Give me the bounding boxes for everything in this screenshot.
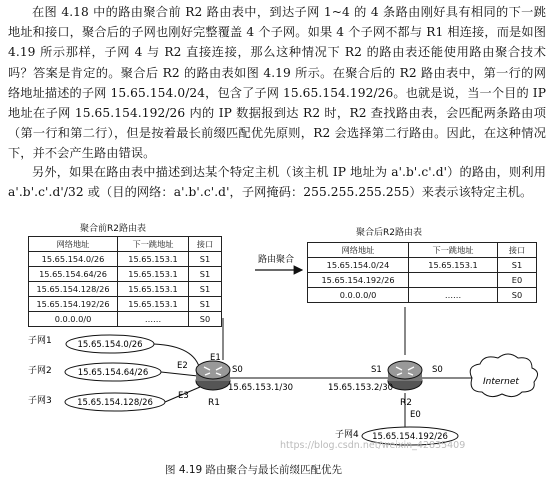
cell: S1 [189, 297, 222, 312]
router-r1-label: R1 [208, 398, 220, 408]
subnet-address: 15.65.154.64/26 [77, 368, 149, 378]
router-r2-icon [388, 361, 422, 390]
cell: …… [409, 288, 498, 303]
cell: S0 [189, 312, 222, 327]
cell: …… [118, 312, 189, 327]
figure-caption: 图 4.19 路由聚合与最长前缀匹配优先 [165, 464, 343, 476]
cell: 15.65.154.64/26 [29, 267, 118, 282]
cell: 15.65.154.0/24 [308, 258, 409, 273]
cell: 0.0.0.0/0 [308, 288, 409, 303]
col-header: 网络地址 [29, 237, 118, 252]
cell: 15.65.153.1 [409, 258, 498, 273]
cell: E0 [498, 273, 537, 288]
cell: S0 [498, 288, 537, 303]
subnet-label: 子网2 [28, 366, 52, 376]
port-label-e0: E0 [410, 410, 421, 420]
subnet-address: 15.65.154.128/26 [77, 398, 153, 408]
cell: 15.65.153.1 [118, 252, 189, 267]
r2-link-ip: 15.65.153.2/30 [328, 383, 394, 393]
cell: 15.65.154.192/26 [29, 297, 118, 312]
cell: S1 [189, 282, 222, 297]
r1-link-ip: 15.65.153.1/30 [228, 383, 294, 393]
port-label-e2: E2 [177, 361, 188, 371]
col-header: 下一跳地址 [118, 237, 189, 252]
aggregation-arrow-label: 路由聚合 [258, 255, 295, 265]
internet-label: Internet [483, 377, 519, 387]
subnet-address: 15.65.154.0/26 [77, 340, 143, 350]
subnet-label: 子网1 [28, 336, 52, 346]
watermark: https://blog.csdn.net/weixin_42835409 [280, 440, 466, 451]
router-r2-label: R2 [400, 398, 412, 408]
port-label-s0: S0 [432, 365, 443, 375]
cell: S1 [189, 252, 222, 267]
cell: 15.65.154.128/26 [29, 282, 118, 297]
cell: S1 [498, 258, 537, 273]
paragraph-2: 另外，如果在路由表中描述到达某个特定主机（该主机 IP 地址为 a'.b'.c'.d'）的路由，则利用 a'.b'.c'.d'/32 或（目的网络：a'.b'.c'.d'，子网掩码：255.255.255.255）来表示该特定主机。 [8, 165, 546, 200]
cell: S1 [189, 267, 222, 282]
cell: 15.65.153.1 [118, 282, 189, 297]
cell: 0.0.0.0/0 [29, 312, 118, 327]
col-header: 网络地址 [308, 243, 409, 258]
subnet-address: 15.65.154.192/26 [372, 432, 448, 442]
router-r1-icon [196, 361, 230, 390]
cell: 15.65.154.0/26 [29, 252, 118, 267]
table-after-title: 聚合后R2路由表 [356, 228, 422, 238]
port-label-s1: S1 [371, 365, 382, 375]
cell: 15.65.153.1 [118, 267, 189, 282]
cell: 15.65.153.1 [118, 297, 189, 312]
col-header: 下一跳地址 [409, 243, 498, 258]
subnet-label: 子网4 [335, 430, 359, 440]
subnet-label: 子网3 [28, 396, 52, 406]
link-subnet2-r1 [161, 372, 198, 376]
cell: 15.65.154.192/26 [308, 273, 409, 288]
table-before-title: 聚合前R2路由表 [80, 224, 146, 234]
port-label-e3: E3 [178, 391, 189, 401]
port-label-s0: S0 [232, 365, 243, 375]
internet-cloud-icon [470, 354, 537, 397]
paragraph-1: 在图 4.18 中的路由聚合前 R2 路由表中，到达子网 1~4 的 4 条路由刚好具有相同的下一跳地址和接口，聚合后的子网也刚好完整覆盖 4 个子网。如果 4 个子网不都与 R1 相连接，而是如图 4.19 所示那样，子网 4 与 R2 直接连接，那么这种情况下 R2 的路由表还能使用路由聚合技术吗？答案是肯定的。聚合后 R2 的路由表如图 4.19 所示。在聚合后的 R2 路由表中，第一行的网络地址描述的子网 15.65.154.0/24，包含了子网 15.65.154.192/26。也就是说，当一个目的 IP 地址在子网 15.65.154.192/26 内的 IP 数据报到达 R2 时，R2 查找路由表，会匹配两条路由项（第一行和第二行），但是按着最长前缀匹配优先原则，R2 会选择第二行路由。因此，在这种情况下，并不会产生路由错误。 [8, 5, 546, 161]
port-label-e1: E1 [210, 353, 221, 363]
col-header: 接口 [498, 243, 537, 258]
col-header: 接口 [189, 237, 222, 252]
